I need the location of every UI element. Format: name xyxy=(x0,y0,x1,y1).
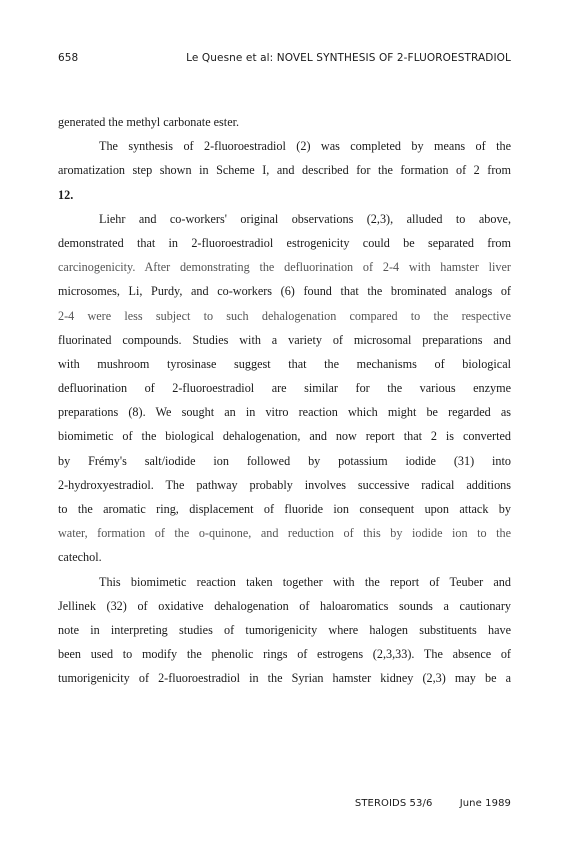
text-line: carcinogenicity. After demonstrating the defluorination of 2-4 with hamster liver xyxy=(58,260,511,275)
running-head xyxy=(58,52,511,68)
text-line: This biomimetic reaction taken together with the report of Teuber and xyxy=(99,574,511,589)
text-line: aromatization step shown in Scheme I, and described for the formation of 2 from xyxy=(58,163,511,178)
text-line: The synthesis of 2-fluoroestradiol (2) was completed by means of the xyxy=(99,139,511,154)
text-line: catechol. xyxy=(58,550,102,565)
text-line: 2-hydroxyestradiol. The pathway probably involves successive radical additions xyxy=(58,477,511,492)
text-line: tumorigenicity of 2-fluoroestradiol in the Syrian hamster kidney (2,3) may be a xyxy=(58,671,511,686)
text-line: fluorinated compounds. Studies with a variety of microsomal preparations and xyxy=(58,332,511,347)
text-line: microsomes, Li, Purdy, and co-workers (6) found that the brominated analogs of xyxy=(58,284,511,299)
text-line: 2-4 were less subject to such dehalogenation compared to the respective xyxy=(58,308,511,323)
text-line: preparations (8). We sought an in vitro reaction which might be regarded as xyxy=(58,405,511,420)
text-line: generated the methyl carbonate ester. xyxy=(58,115,240,129)
page-footer xyxy=(355,798,511,809)
text-line: note in interpreting studies of tumorigenicity where halogen substituents have xyxy=(58,622,511,637)
text-line: water, formation of the o-quinone, and reduction of this by iodide ion to the xyxy=(58,526,511,541)
text-line: defluorination of 2-fluoroestradiol are similar for the various enzyme xyxy=(58,381,511,396)
text-line: 12. xyxy=(58,187,74,202)
body-text xyxy=(58,110,511,691)
text-line: demonstrated that in 2-fluoroestradiol estrogenicity could be separated from xyxy=(58,235,511,250)
running-title: Le Quesne et al: NOVEL SYNTHESIS OF 2-FLUOROESTRADIOL xyxy=(186,52,511,64)
page-number: 658 xyxy=(58,52,79,64)
text-line: biomimetic of the biological dehalogenation, and now report that 2 is converted xyxy=(58,429,511,444)
text-line: with mushroom tyrosinase suggest that the mechanisms of biological xyxy=(58,356,511,371)
journal-reference: STEROIDS 53/6 xyxy=(354,798,433,809)
text-line: Jellinek (32) of oxidative dehalogenation of haloaromatics sounds a cautionary xyxy=(58,598,511,613)
text-line: been used to modify the phenolic rings of estrogens (2,3,33). The absence of xyxy=(58,647,511,662)
text-line: Liehr and co-workers' original observations (2,3), alluded to above, xyxy=(99,211,511,226)
publication-date: June 1989 xyxy=(459,798,511,809)
text-line: to the aromatic ring, displacement of fluoride ion consequent upon attack by xyxy=(58,502,511,516)
text-line: by Frémy's salt/iodide ion followed by potassium iodide (31) into xyxy=(58,453,511,468)
